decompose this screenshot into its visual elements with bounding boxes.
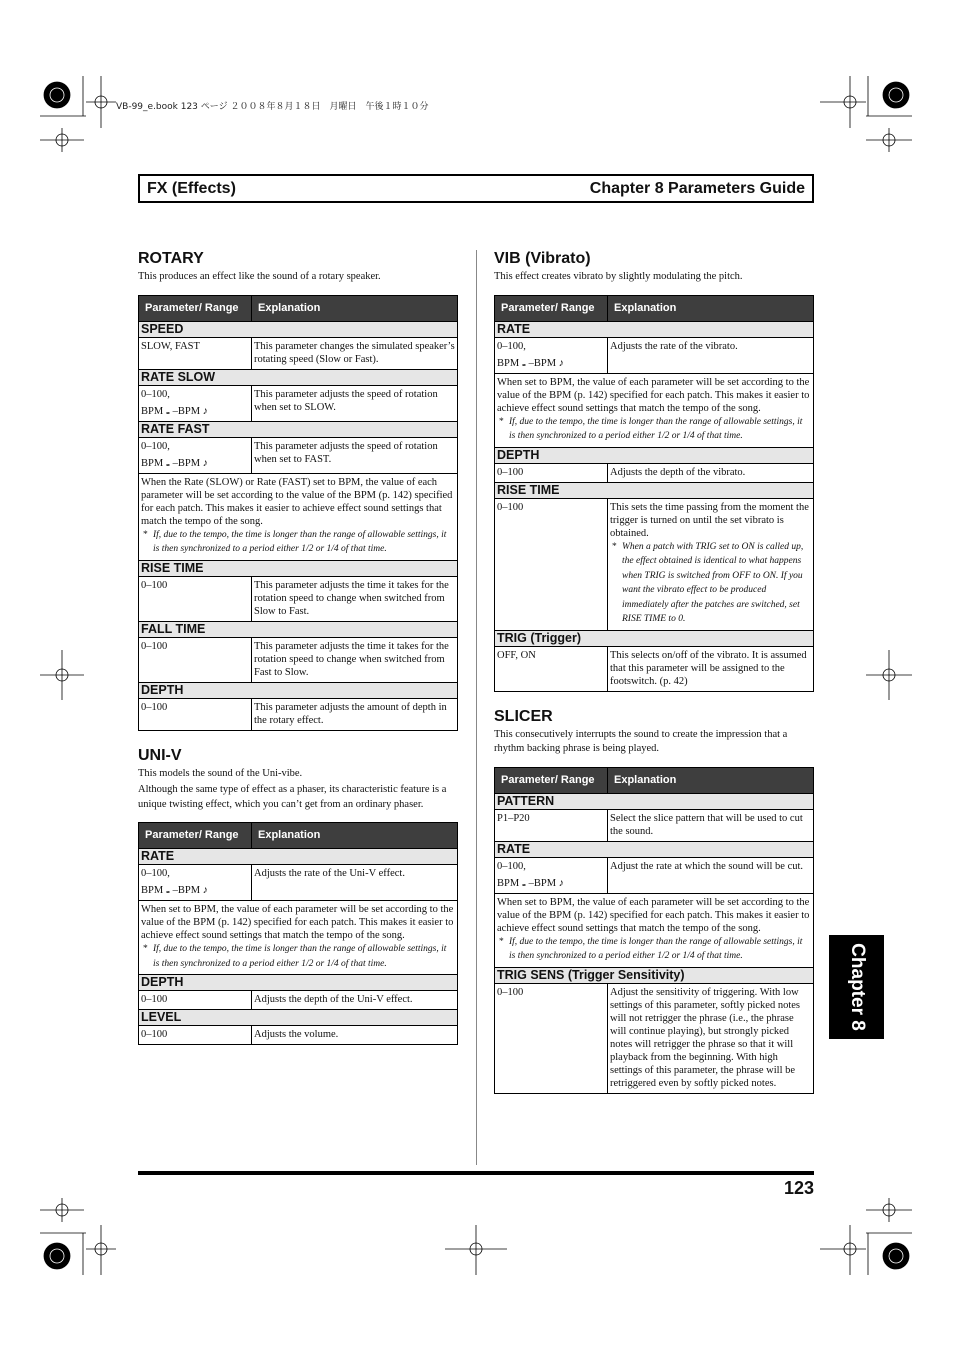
param-name: RATE FAST	[139, 421, 458, 437]
bpm-note: When the Rate (SLOW) or Rate (FAST) set to BPM, the value of each parameter will be set according to the value of the BPM (p. 142) specified for each patch. This makes it easier to achieve effect sound settings that match the tempo of the song.	[141, 476, 453, 527]
section-title-rotary: ROTARY	[138, 250, 204, 267]
bpm-note: When set to BPM, the value of each parameter will be set according to the value of the BPM (p. 142) specified for each patch. This makes it easier to achieve effect sound settings that match the tempo of the song.	[141, 904, 454, 941]
param-name: RISE TIME	[139, 560, 458, 576]
range-line: 0–100,	[497, 340, 526, 352]
param-range: 0–100	[139, 1026, 252, 1045]
param-range	[495, 337, 608, 373]
bpm-note-cell	[495, 373, 814, 447]
slicer-description: This consecutively interrupts the sound to create the impression that a rhythm backing phrase is being played.	[494, 728, 788, 754]
footnote: * If, due to the tempo, the time is longer than the range of allowable settings, it is then synchronized to a period either 1/2 or 1/4 of that time.	[497, 935, 811, 964]
param-explanation: Adjusts the rate of the Uni-V effect.	[252, 865, 458, 901]
bpm-note-cell	[495, 893, 814, 967]
vib-description: This effect creates vibrato by slightly modulating the pitch.	[494, 271, 743, 282]
range-line: 0–100,	[141, 388, 170, 400]
range-line: 0–100,	[497, 860, 526, 872]
col-header-param: Parameter/ Range	[139, 295, 252, 321]
col-header-explanation: Explanation	[252, 823, 458, 849]
eighth-note-icon: ♪	[202, 405, 208, 417]
page-header	[138, 174, 814, 203]
param-range	[139, 865, 252, 901]
range-line: 0–100,	[141, 868, 170, 879]
crosshair-icon	[86, 1225, 116, 1275]
param-range: 0–100	[139, 991, 252, 1010]
section-title-vib: VIB (Vibrato)	[494, 250, 591, 267]
param-explanation	[608, 498, 814, 630]
param-name: RATE	[139, 849, 458, 865]
range-bpm: –BPM	[528, 877, 557, 889]
section-title-univ: UNI-V	[138, 746, 182, 764]
param-explanation: Select the slice pattern that will be used to cut the sound.	[608, 809, 814, 841]
param-range	[495, 857, 608, 893]
crosshair-icon	[820, 76, 866, 128]
param-name: RATE	[495, 321, 814, 337]
range-bpm: –BPM	[528, 357, 557, 369]
eighth-note-icon: ♪	[558, 357, 564, 369]
param-explanation: This parameter adjusts the speed of rotation when set to FAST.	[252, 437, 458, 473]
param-name: RATE	[495, 841, 814, 857]
param-explanation: This selects on/off of the vibrato. It is assumed that this parameter will be assigned to the footswitch. (p. 42)	[608, 646, 814, 691]
range-bpm: –BPM	[172, 405, 201, 417]
col-header-param: Parameter/ Range	[495, 767, 608, 793]
param-range	[139, 437, 252, 473]
crosshair-icon	[866, 1198, 912, 1222]
crosshair-icon	[820, 1225, 866, 1275]
whole-note-icon: 𝅝	[165, 457, 170, 469]
param-range: 0–100	[139, 637, 252, 682]
section-title-slicer: SLICER	[494, 707, 553, 725]
univ-table	[138, 822, 458, 1045]
col-header-explanation: Explanation	[608, 295, 814, 321]
whole-note-icon: 𝅝	[521, 357, 526, 369]
param-range: OFF, ON	[495, 646, 608, 691]
range-bpm: –BPM	[172, 885, 201, 896]
param-range: 0–100	[495, 463, 608, 482]
param-explanation: This parameter adjusts the time it takes for the rotation speed to change when switched from Slow to Fast.	[252, 576, 458, 621]
footnote: * If, due to the tempo, the time is longer than the range of allowable settings, it is then synchronized to a period either 1/2 or 1/4 of that time.	[141, 528, 455, 557]
range-line: 0–100,	[141, 440, 170, 452]
right-column	[494, 250, 815, 1094]
param-name: RATE SLOW	[139, 369, 458, 385]
header-section: FX (Effects)	[147, 179, 236, 197]
chapter-tab-label: Chapter 8	[846, 943, 868, 1031]
param-explanation: Adjust the rate at which the sound will be cut.	[608, 857, 814, 893]
param-explanation: Adjusts the depth of the Uni-V effect.	[252, 991, 458, 1010]
param-range: 0–100	[495, 498, 608, 630]
param-range: 0–100	[139, 576, 252, 621]
param-range: P1–P20	[495, 809, 608, 841]
registration-mark-icon	[44, 1243, 70, 1269]
param-range: 0–100	[139, 698, 252, 730]
crosshair-icon	[86, 76, 116, 128]
bpm-note: When set to BPM, the value of each parameter will be set according to the value of the BPM (p. 142) specified for each patch. This makes it easier to achieve effect sound settings that match the tempo of the song.	[497, 376, 810, 414]
eighth-note-icon: ♪	[202, 885, 208, 896]
univ-description: Although the same type of effect as a phaser, its characteristic feature is a unique twisting effect, which you can’t get from an ordinary phaser.	[138, 784, 447, 810]
bpm-note-cell	[139, 473, 458, 560]
footnote: * When a patch with TRIG set to ON is called up, the effect obtained is identical to what happens when TRIG is switched from OFF to ON. If you want the vibrato effect to be produced immediately after the patches are switched, set RISE TIME to 0.	[610, 540, 811, 627]
footnote: * If, due to the tempo, the time is longer than the range of allowable settings, it is then synchronized to a period either 1/2 or 1/4 of that time.	[141, 942, 455, 971]
univ-description: This models the sound of the Uni-vibe.	[138, 767, 303, 779]
bpm-note-cell	[139, 901, 458, 975]
vib-table	[494, 295, 814, 692]
footnote: * If, due to the tempo, the time is longer than the range of allowable settings, it is then synchronized to a period either 1/2 or 1/4 of that time.	[497, 415, 811, 444]
registration-mark-icon	[883, 1243, 909, 1269]
param-explanation: Adjusts the depth of the vibrato.	[608, 463, 814, 482]
param-name: DEPTH	[495, 447, 814, 463]
left-column	[138, 250, 459, 1045]
range-bpm: BPM	[497, 877, 520, 889]
param-name: DEPTH	[139, 682, 458, 698]
range-bpm: –BPM	[172, 457, 201, 469]
bpm-note: When set to BPM, the value of each parameter will be set according to the value of the BPM (p. 142) specified for each patch. This makes it easier to achieve effect sound settings that match the tempo of the song.	[497, 896, 810, 934]
param-explanation: Adjusts the rate of the vibrato.	[608, 337, 814, 373]
param-name: SPEED	[139, 321, 458, 337]
eighth-note-icon: ♪	[558, 877, 564, 889]
range-bpm: BPM	[497, 357, 520, 369]
eighth-note-icon: ♪	[202, 457, 208, 469]
crosshair-icon	[40, 1198, 84, 1222]
chapter-side-tab	[829, 935, 884, 1039]
param-name: TRIG (Trigger)	[495, 630, 814, 646]
param-name: TRIG SENS (Trigger Sensitivity)	[495, 967, 814, 983]
param-range: SLOW, FAST	[139, 337, 252, 369]
param-range	[139, 385, 252, 421]
param-name: DEPTH	[139, 975, 458, 991]
param-explanation: Adjust the sensitivity of triggering. With low settings of this parameter, softly picked notes will not retrigger the phrase (i.e., the phrase will continue playing), but strongly picked notes will retrigger the phrase so that it will playback from the beginning. With high settings of this parameter, the phrase will be retriggered even by softly picked notes.	[608, 983, 814, 1093]
param-explanation: This parameter adjusts the time it takes for the rotation speed to change when switched from Fast to Slow.	[252, 637, 458, 682]
explanation-text: This sets the time passing from the moment the trigger is turned on until the set vibrato is obtained.	[610, 501, 809, 539]
col-header-explanation: Explanation	[608, 767, 814, 793]
param-explanation: This parameter changes the simulated speaker’s rotating speed (Slow or Fast).	[252, 337, 458, 369]
param-name: LEVEL	[139, 1010, 458, 1026]
header-chapter: Chapter 8 Parameters Guide	[589, 179, 805, 197]
registration-mark-icon	[44, 82, 70, 108]
param-range: 0–100	[495, 983, 608, 1093]
range-bpm: BPM	[141, 457, 164, 469]
col-header-param: Parameter/ Range	[495, 295, 608, 321]
page-number: 123	[783, 1178, 814, 1198]
file-info-line: VB-99_e.book 123 ページ ２００８年８月１８日 月曜日 午後１時１０分	[116, 102, 429, 112]
param-name: PATTERN	[495, 793, 814, 809]
param-explanation: Adjusts the volume.	[252, 1026, 458, 1045]
crosshair-icon	[445, 1225, 507, 1275]
range-bpm: BPM	[141, 885, 164, 896]
column-divider	[476, 250, 477, 1165]
crosshair-icon	[866, 128, 912, 152]
footer-rule	[138, 1171, 814, 1175]
param-name: FALL TIME	[139, 621, 458, 637]
param-name: RISE TIME	[495, 482, 814, 498]
whole-note-icon: 𝅝	[165, 885, 170, 896]
col-header-explanation: Explanation	[252, 295, 458, 321]
param-explanation: This parameter adjusts the speed of rotation when set to SLOW.	[252, 385, 458, 421]
col-header-param: Parameter/ Range	[139, 823, 252, 849]
whole-note-icon: 𝅝	[521, 877, 526, 889]
param-explanation: This parameter adjusts the amount of depth in the rotary effect.	[252, 698, 458, 730]
slicer-table	[494, 767, 814, 1094]
registration-mark-icon	[883, 82, 909, 108]
range-bpm: BPM	[141, 405, 164, 417]
rotary-description: This produces an effect like the sound of a rotary speaker.	[138, 271, 381, 282]
crosshair-icon	[40, 128, 84, 152]
crosshair-icon	[866, 650, 912, 700]
crosshair-icon	[40, 650, 84, 700]
whole-note-icon: 𝅝	[165, 405, 170, 417]
rotary-table	[138, 295, 458, 731]
